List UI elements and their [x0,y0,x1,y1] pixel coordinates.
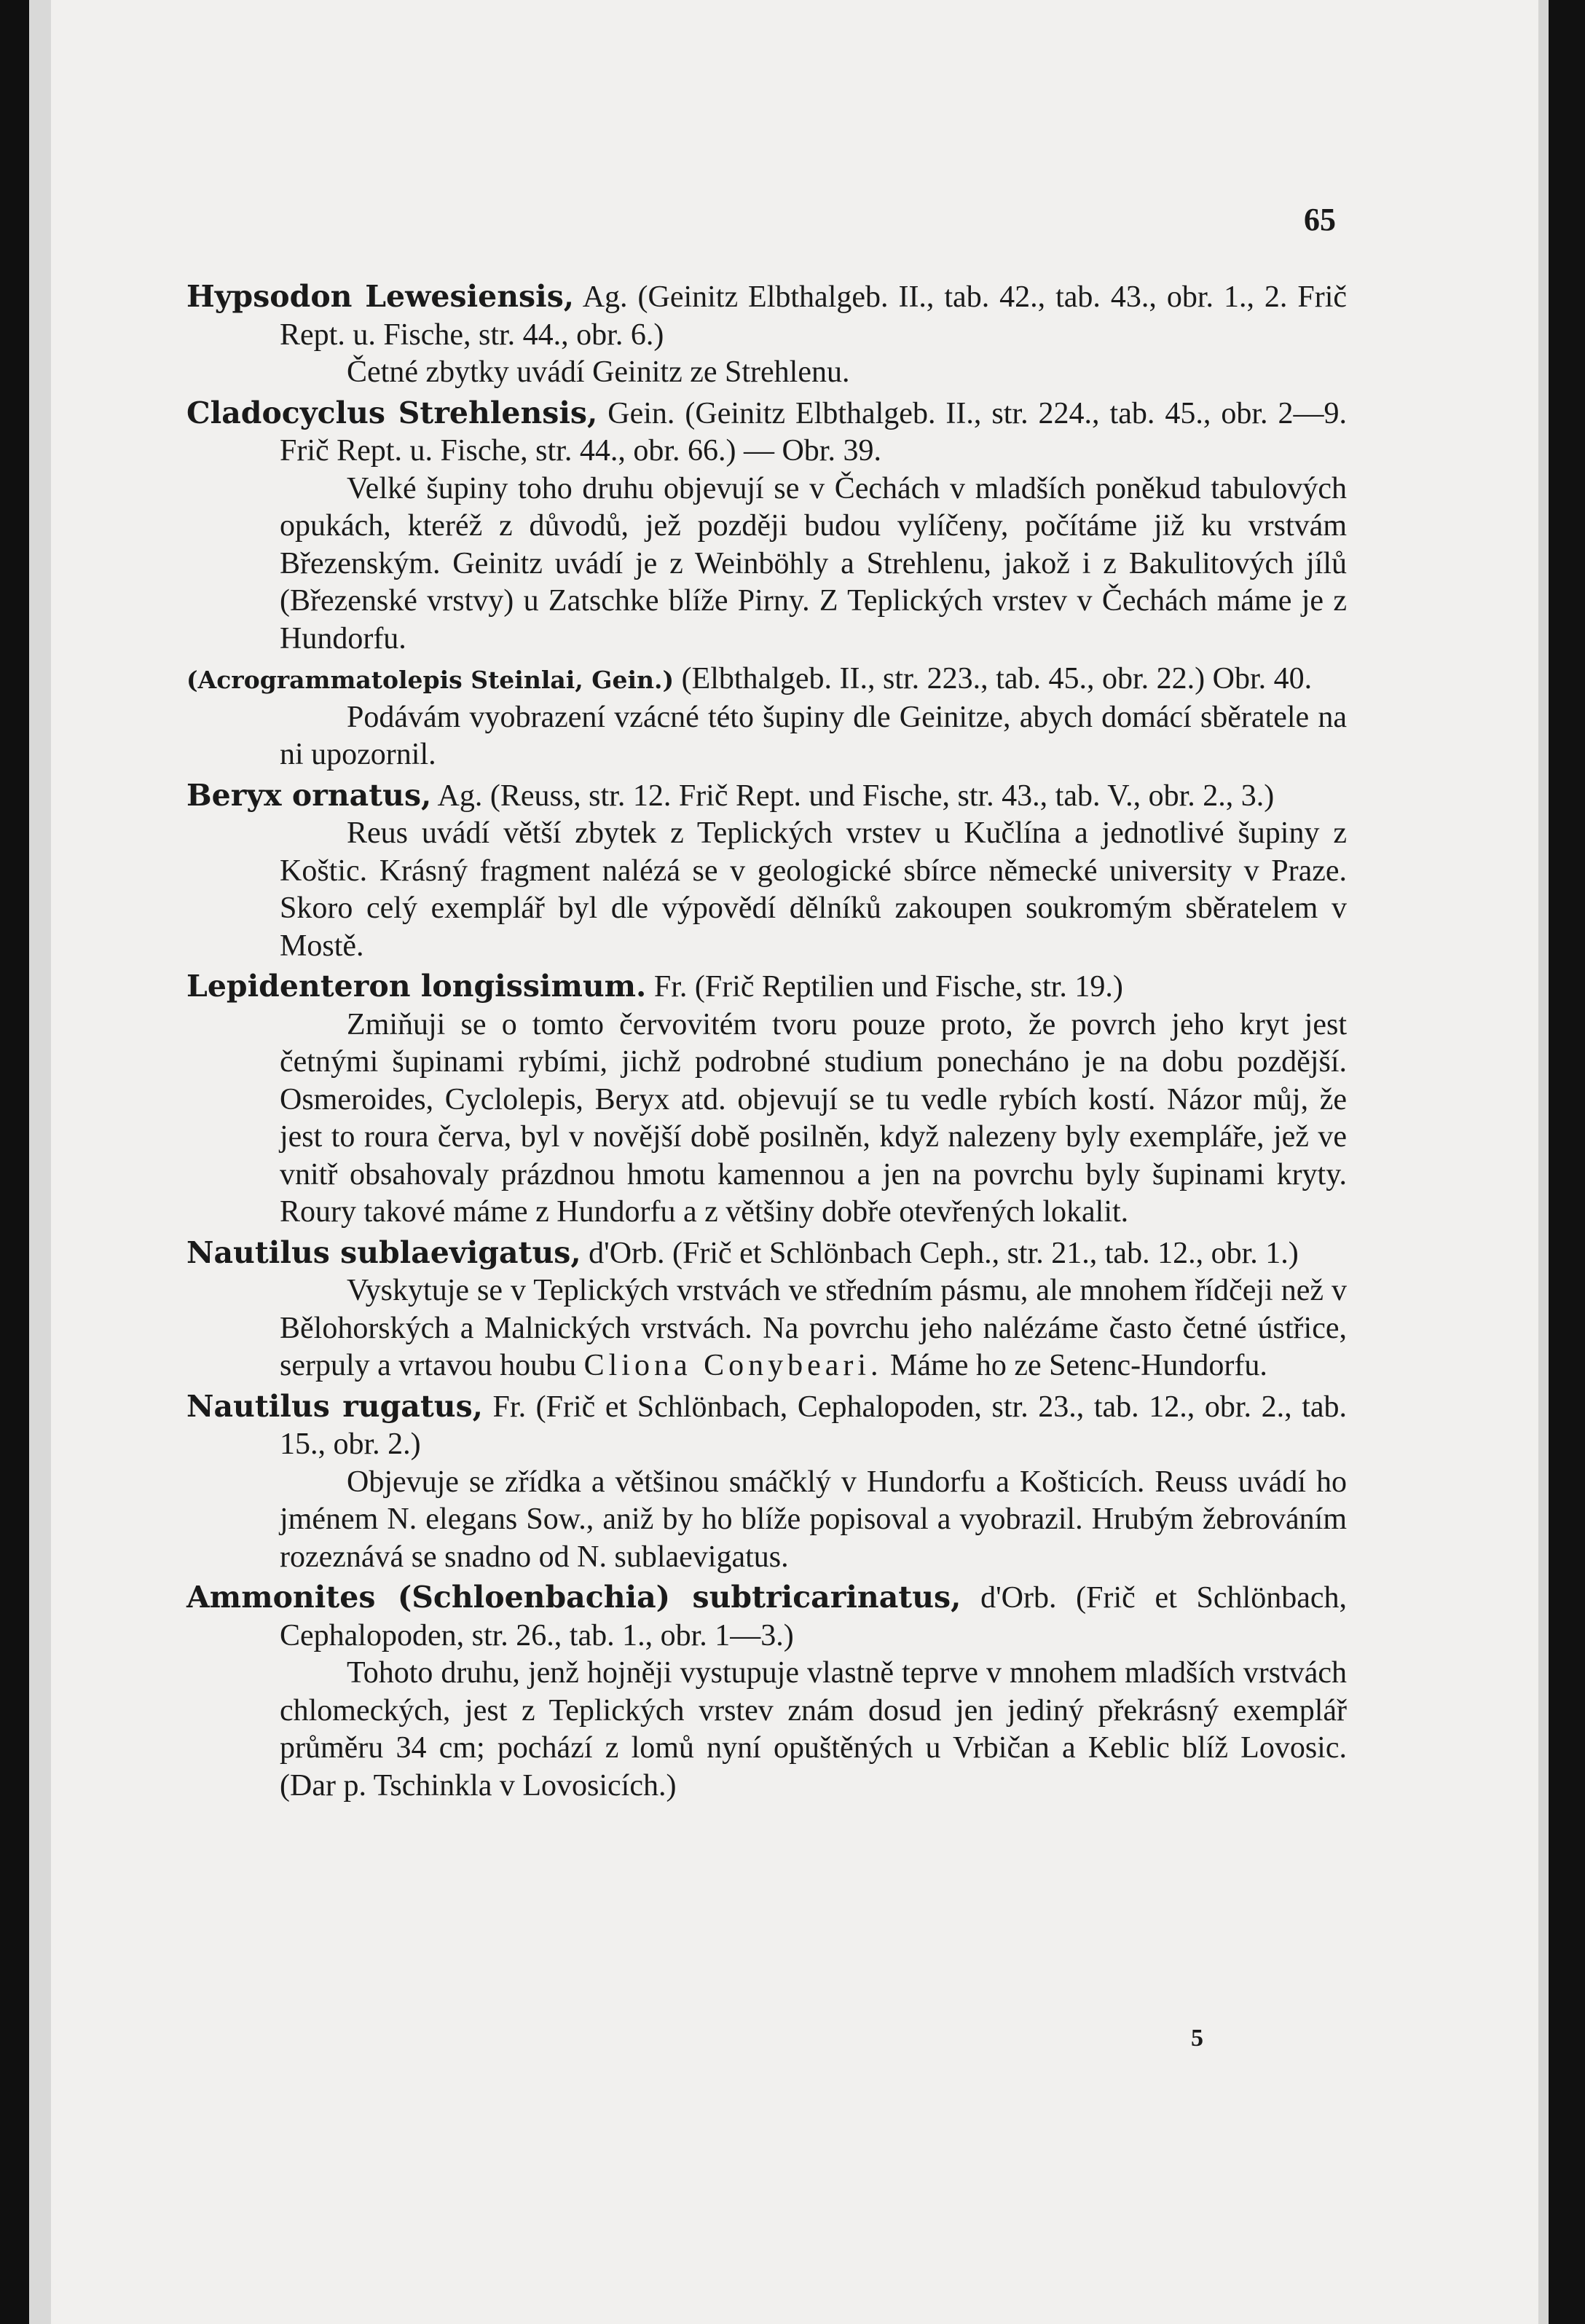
species-name: Lepidenteron longissimum. [186,969,647,1004]
species-name: Ammonites (Schloenbachia) subtricarinatus, [186,1580,961,1615]
species-reference: Ag. (Reuss, str. 12. Frič Rept. und Fische, str. 43., tab. V., obr. 2., 3.) [431,779,1275,813]
species-note [280,1272,1347,1385]
species-reference: (Elbthalgeb. II., str. 223., tab. 45., obr. 22.) Obr. 40. [674,662,1313,696]
species-entry-nautilus-sublaevigatus [186,1234,1347,1385]
species-entry-lepidenteron [186,968,1347,1232]
note-text: Máme ho ze Setenc-Hundorfu. [882,1349,1267,1382]
species-note: Podávám vyobrazení vzácné této šupiny dle Geinitze, abych domácí sběratele na ni upozornil. [280,700,1347,771]
page-body [186,278,1347,1808]
species-entry-nautilus-rugatus [186,1388,1347,1577]
species-note: Velké šupiny toho druhu objevují se v Čechách v mladších poněkud tabulových opukách, kteréž z důvodů, jež později budou vylíčeny, počítáme již ku vrstvám Březenským. Geinitz uvádí je z Weinböhly a Strehlenu, jakož i z Bakulitových jílů (Březenské vrstvy) u Zatschke blíže Pirny. Z Teplických vrstev v Čechách máme je z Hundorfu. [280,471,1347,655]
species-reference: Fr. (Frič et Schlönbach, Cephalopoden, str. 23., tab. 12., obr. 2., tab. 15., obr. 2.) [280,1390,1348,1461]
species-name: (Acrogrammatolepis Steinlai, Gein.) [186,666,674,694]
species-note: Tohoto druhu, jenž hojněji vystupuje vlastně teprve v mnohem mladších vrstvách chlomeckých, jest z Teplických vrstev znám dosud jen jediný překrásný exemplář průměru 34 cm; pochází z lomů nyní opuštěných u Vrbičan a Keblic blíž Lovosic. (Dar p. Tschinkla v Lovosicích.) [280,1656,1347,1803]
scan-margin-left [29,0,51,2324]
species-reference: d'Orb. (Frič et Schlönbach, Cephalopoden, str. 26., tab. 1., obr. 1—3.) [280,1581,1348,1653]
species-entry-hypsodon [186,278,1347,392]
species-entry-ammonites [186,1579,1347,1805]
species-name: Nautilus sublaevigatus, [186,1234,581,1270]
scan-margin-right [1538,0,1549,2324]
species-reference: d'Orb. (Frič et Schlönbach Ceph., str. 21., tab. 12., obr. 1.) [581,1236,1299,1270]
scan-border-right [1549,0,1585,2324]
species-entry-beryx [186,777,1347,966]
species-note: Objevuje se zřídka a většinou smáčklý v Hundorfu a Košticích. Reuss uvádí ho jménem N. elegans Sow., aniž by ho blíže popisoval a vyobrazil. Hrubým žebrováním rozeznává se snadno od N. sublaevigatus. [280,1465,1347,1574]
species-reference: Fr. (Frič Reptilien und Fische, str. 19.) [646,970,1123,1004]
note-spaced-taxon: Cliona Conybeari. [583,1349,883,1382]
species-reference: Ag. (Geinitz Elbthalgeb. II., tab. 42., tab. 43., obr. 1., 2. Frič Rept. u. Fische, str. 44., obr. 6.) [280,280,1347,352]
species-reference: Gein. (Geinitz Elbthalgeb. II., str. 224., tab. 45., obr. 2—9. Frič Rept. u. Fische, str. 44., obr. 66.) — Obr. 39. [280,396,1347,468]
species-name: Beryx ornatus, [186,777,432,813]
page-number: 65 [1304,202,1336,237]
scan-border-left [0,0,29,2324]
species-note: Četné zbytky uvádí Geinitz ze Strehlenu. [347,355,850,389]
species-note: Zmiňuji se o tomto červovitém tvoru pouze proto, že povrch jeho kryt jest četnými šupinami rybími, jichž podrobné studium ponecháno je na dobu pozdější. Osmeroides, Cyclolepis, Beryx atd. objevují se tu vedle rybích kostí. Názor můj, že jest to roura červa, byl v novější době posilněn, když nalezeny byly exempláře, jež ve vnitř obsahovaly prázdnou hmotu kamennou a jen na povrchu byly šupinami kryty. Roury takové máme z Hundorfu a z většiny dobře otevřených lokalit. [280,1007,1347,1229]
species-entry-acrogrammatolepis [186,661,1347,774]
species-name: Hypsodon Lewesiensis, [186,279,575,314]
species-name: Cladocyclus Strehlensis, [186,395,598,430]
species-entry-cladocyclus [186,395,1347,658]
signature-mark: 5 [1191,2025,1203,2052]
note-text: Vyskytuje se v Teplických vrstvách ve středním pásmu, ale mnohem řídčeji než v Bělohorských a Malnických vrstvách. Na povrchu jeho nalézáme často četné ústřice, serpuly a vrtavou houbu [280,1274,1347,1382]
species-note: Reus uvádí větší zbytek z Teplických vrstev u Kučlína a jednotlivé šupiny z Koštic. Krásný fragment nalézá se v geologické sbírce německé university v Praze. Skoro celý exemplář byl dle výpovědí dělníků zakoupen soukromým sběratelem v Mostě. [280,816,1347,963]
species-name: Nautilus rugatus, [186,1388,483,1424]
